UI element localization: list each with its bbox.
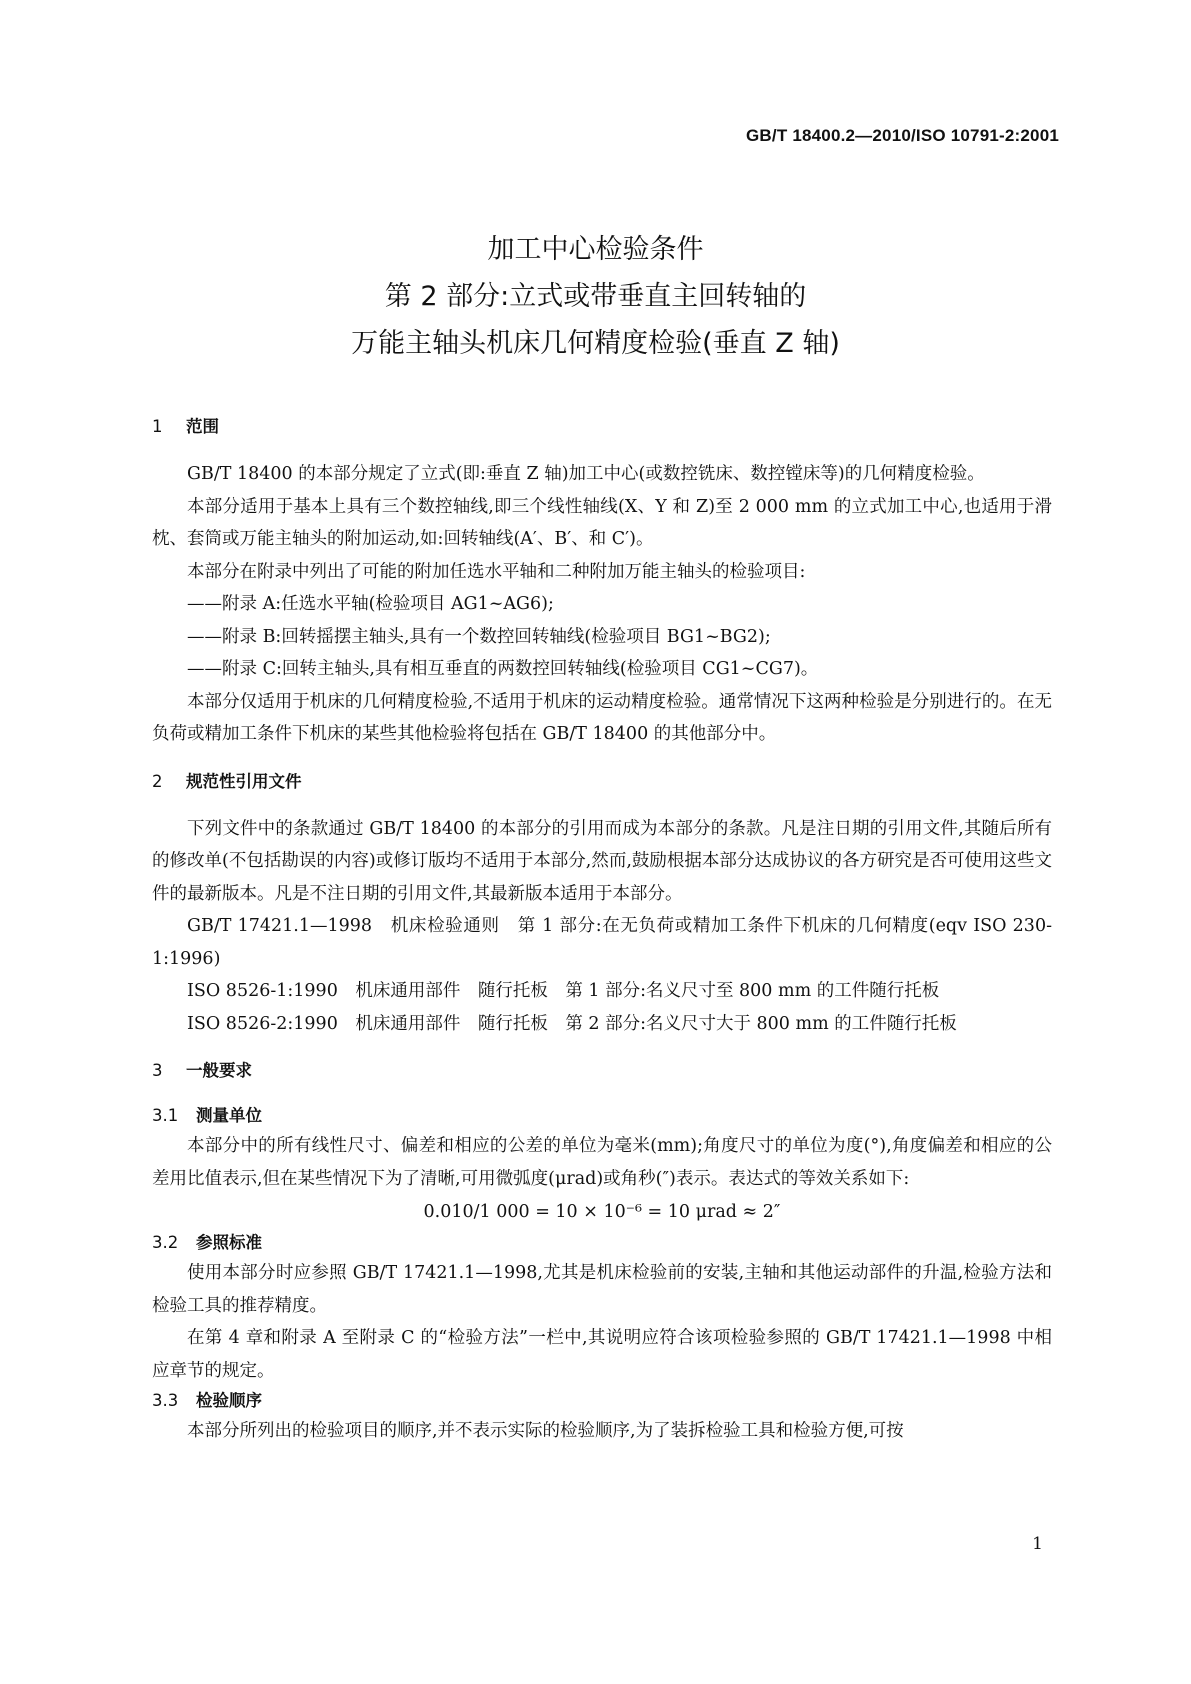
- section-title: 规范性引用文件: [186, 771, 302, 791]
- section-number: 3.2: [152, 1233, 179, 1252]
- section-title: 参照标准: [196, 1233, 262, 1252]
- section-number: 3: [152, 1061, 163, 1080]
- paragraph: GB/T 18400 的本部分规定了立式(即:垂直 Z 轴)加工中心(或数控铣床、数控镗床等)的几何精度检验。: [187, 464, 985, 484]
- title-line-2: 第 2 部分:立式或带垂直主回转轴的: [384, 281, 807, 312]
- section-title: 检验顺序: [196, 1391, 262, 1410]
- paragraph: 本部分仅适用于机床的几何精度检验,不适用于机床的运动精度检验。通常情况下这两种检验是分别进行的。在无负荷或精加工条件下机床的某些其他检验将包括在 GB/T 18400 的其他部分中。: [152, 691, 1052, 744]
- reference-item: ISO 8526-2:1990 机床通用部件 随行托板 第 2 部分:名义尺寸大于 800 mm 的工件随行托板: [187, 1013, 957, 1034]
- paragraph: 本部分中的所有线性尺寸、偏差和相应的公差的单位为毫米(mm);角度尺寸的单位为度(°),角度偏差和相应的公差用比值表示,但在某些情况下为了清晰,可用微弧度(μrad)或角秒(″)表示。表达式的等效关系如下:: [152, 1136, 1052, 1189]
- section-title: 测量单位: [196, 1106, 262, 1125]
- title-line-3: 万能主轴头机床几何精度检验(垂直 Z 轴): [351, 328, 840, 359]
- section-number: 3.3: [152, 1391, 179, 1410]
- document-body: [152, 412, 1052, 1448]
- document-title: [0, 226, 1191, 367]
- standard-number: GB/T 18400.2—2010/ISO 10791-2:2001: [746, 126, 1059, 145]
- paragraph: 本部分在附录中列出了可能的附加任选水平轴和二种附加万能主轴头的检验项目:: [187, 561, 806, 582]
- section-title: 一般要求: [186, 1061, 252, 1080]
- reference-item: ISO 8526-1:1990 机床通用部件 随行托板 第 1 部分:名义尺寸至 800 mm 的工件随行托板: [187, 981, 940, 1001]
- paragraph: 下列文件中的条款通过 GB/T 18400 的本部分的引用而成为本部分的条款。凡是注日期的引用文件,其随后所有的修改单(不包括勘误的内容)或修订版均不适用于本部分,然而,鼓励根据本部分达成协议的各方研究是否可使用这些文件的最新版本。凡是不注日期的引用文件,其最新版本适用于本部分。: [152, 818, 1052, 904]
- section-3-3-heading: [152, 1387, 1052, 1415]
- page-number: 1: [1032, 1534, 1043, 1554]
- reference-item: GB/T 17421.1—1998 机床检验通则 第 1 部分:在无负荷或精加工条件下机床的几何精度(eqv ISO 230-1:1996): [152, 916, 1052, 969]
- list-item: ——附录 A:任选水平轴(检验项目 AG1~AG6);: [187, 594, 554, 614]
- section-3-heading: [152, 1056, 1052, 1086]
- section-3-2-heading: [152, 1229, 1052, 1257]
- paragraph: 本部分适用于基本上具有三个数控轴线,即三个线性轴线(X、Y 和 Z)至 2 000 mm 的立式加工中心,也适用于滑枕、套筒或万能主轴头的附加运动,如:回转轴线(A′、B′、和 C′)。: [152, 496, 1052, 549]
- paragraph: 本部分所列出的检验项目的顺序,并不表示实际的检验顺序,为了装拆检验工具和检验方便,可按: [187, 1421, 904, 1441]
- formula: 0.010/1 000 = 10 × 10⁻⁶ = 10 μrad ≈ 2″: [423, 1202, 781, 1222]
- section-2-heading: [152, 767, 1052, 797]
- paragraph: 在第 4 章和附录 A 至附录 C 的“检验方法”一栏中,其说明应符合该项检验参照的 GB/T 17421.1—1998 中相应章节的规定。: [152, 1328, 1052, 1381]
- section-3-1-heading: [152, 1102, 1052, 1130]
- list-item: ——附录 C:回转主轴头,具有相互垂直的两数控回转轴线(检验项目 CG1~CG7)。: [187, 659, 819, 679]
- paragraph: 使用本部分时应参照 GB/T 17421.1—1998,尤其是机床检验前的安装,主轴和其他运动部件的升温,检验方法和检验工具的推荐精度。: [152, 1263, 1052, 1316]
- section-number: 2: [152, 771, 163, 791]
- section-number: 1: [152, 417, 163, 436]
- title-line-1: 加工中心检验条件: [487, 234, 704, 265]
- section-title: 范围: [186, 417, 219, 436]
- section-number: 3.1: [152, 1106, 179, 1125]
- section-1-heading: [152, 412, 1052, 442]
- list-item: ——附录 B:回转摇摆主轴头,具有一个数控回转轴线(检验项目 BG1~BG2);: [187, 626, 771, 647]
